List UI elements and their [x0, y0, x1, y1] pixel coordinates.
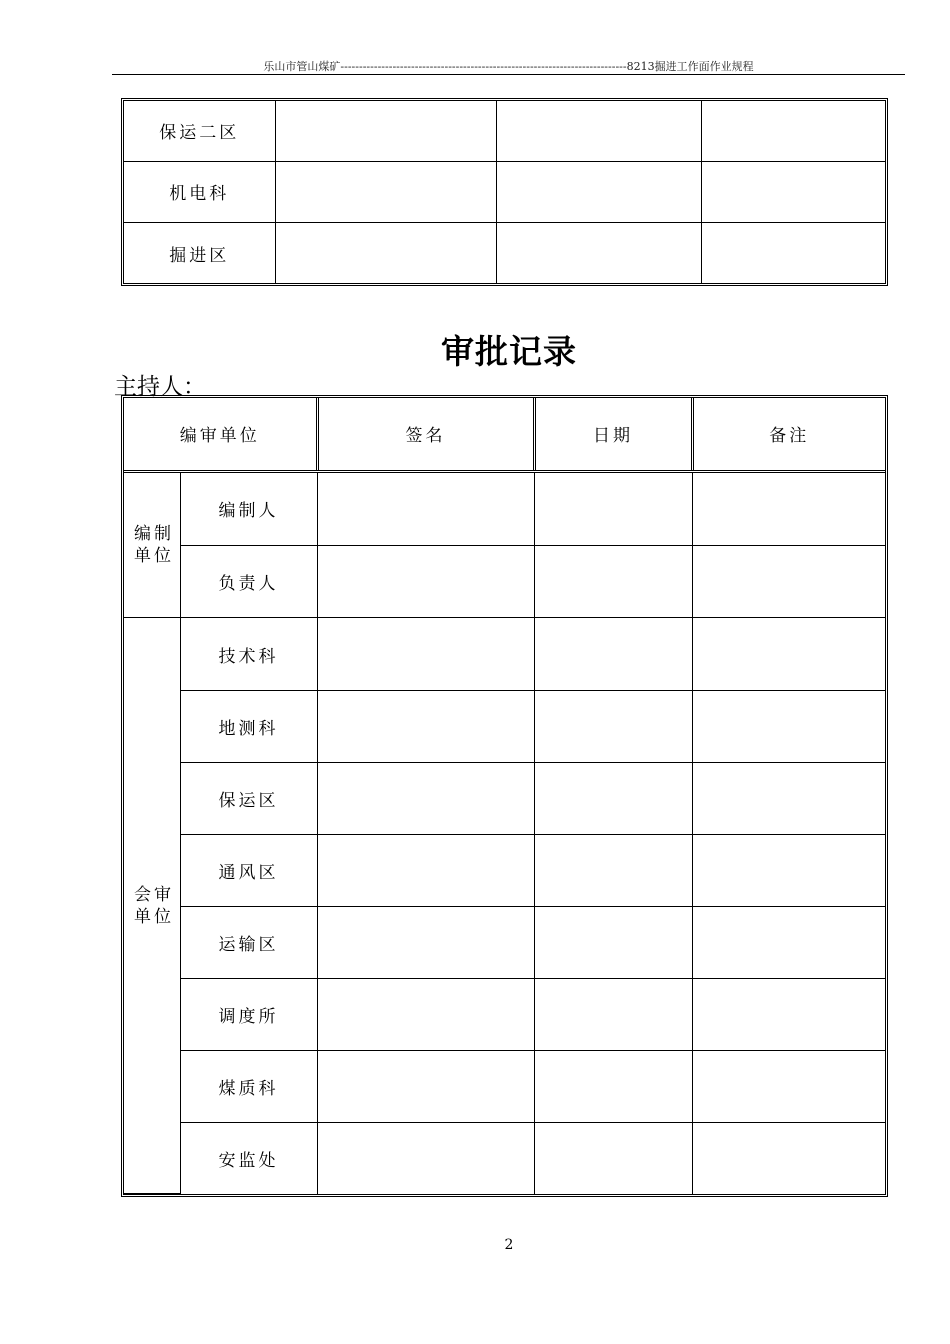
role-cell: 地测科: [180, 690, 317, 762]
signature-cell[interactable]: [317, 834, 534, 906]
role-cell: 编制人: [180, 471, 317, 546]
role-cell: 通风区: [180, 834, 317, 906]
signature-cell[interactable]: [317, 546, 534, 618]
role-cell: 负责人: [180, 546, 317, 618]
date-cell[interactable]: [534, 1123, 692, 1194]
column-header: 签名: [317, 398, 534, 471]
unit-cell: 机电科: [124, 161, 275, 222]
remark-cell[interactable]: [692, 1051, 885, 1123]
header-rule: [112, 74, 905, 75]
remark-cell[interactable]: [692, 979, 885, 1051]
unit-cell: 保运二区: [124, 101, 275, 161]
table-row: [124, 834, 885, 906]
remark-cell[interactable]: [701, 101, 885, 161]
signature-cell[interactable]: [317, 1123, 534, 1194]
signature-cell[interactable]: [275, 223, 496, 283]
remark-cell[interactable]: [692, 618, 885, 690]
date-cell[interactable]: [534, 834, 692, 906]
remark-cell[interactable]: [692, 690, 885, 762]
table-row: [124, 546, 885, 618]
remark-cell[interactable]: [692, 762, 885, 834]
date-cell[interactable]: [534, 762, 692, 834]
remark-cell[interactable]: [692, 1123, 885, 1194]
signature-cell[interactable]: [317, 979, 534, 1051]
table-row: [124, 906, 885, 978]
unit-cell: 掘进区: [124, 223, 275, 283]
signature-cell[interactable]: [317, 762, 534, 834]
role-cell: 安监处: [180, 1123, 317, 1194]
table-row: [124, 161, 885, 222]
table-header-row: [124, 398, 885, 471]
date-cell[interactable]: [496, 101, 701, 161]
date-cell[interactable]: [534, 906, 692, 978]
date-cell[interactable]: [534, 690, 692, 762]
remark-cell[interactable]: [692, 834, 885, 906]
page-number: 2: [504, 1237, 514, 1253]
remark-cell[interactable]: [701, 161, 885, 222]
table-row: [124, 1123, 885, 1194]
remark-cell[interactable]: [692, 906, 885, 978]
date-cell[interactable]: [496, 223, 701, 283]
signature-cell[interactable]: [275, 161, 496, 222]
column-header: 日期: [534, 398, 692, 471]
signature-cell[interactable]: [317, 618, 534, 690]
remark-cell[interactable]: [701, 223, 885, 283]
date-cell[interactable]: [534, 618, 692, 690]
role-cell: 煤质科: [180, 1051, 317, 1123]
role-cell: 运输区: [180, 906, 317, 978]
continuation-table: [121, 98, 888, 286]
column-header: 编审单位: [124, 398, 317, 471]
table-row: [124, 979, 885, 1051]
signature-cell[interactable]: [275, 101, 496, 161]
approval-table: [121, 395, 888, 1197]
date-cell[interactable]: [534, 471, 692, 546]
page-title: 审批记录: [441, 332, 577, 371]
table-row: [124, 1051, 885, 1123]
remark-cell[interactable]: [692, 471, 885, 546]
host-label: 主持人：: [114, 374, 206, 400]
date-cell[interactable]: [534, 1051, 692, 1123]
table-row: [124, 101, 885, 161]
date-cell[interactable]: [496, 161, 701, 222]
column-header: 备注: [692, 398, 885, 471]
signature-cell[interactable]: [317, 1051, 534, 1123]
signature-cell[interactable]: [317, 471, 534, 546]
role-cell: 调度所: [180, 979, 317, 1051]
page-header: 乐山市管山煤矿-----------------------------------------------------------------------------8213掘进工作面作业规程: [263, 60, 754, 73]
date-cell[interactable]: [534, 979, 692, 1051]
table-row: [124, 762, 885, 834]
table-row: [124, 690, 885, 762]
group-label: 编制 单位: [124, 471, 180, 618]
role-cell: 技术科: [180, 618, 317, 690]
remark-cell[interactable]: [692, 546, 885, 618]
table-row: [124, 471, 885, 546]
group-label: 会审 单位: [124, 618, 180, 1194]
table-row: [124, 223, 885, 283]
signature-cell[interactable]: [317, 906, 534, 978]
table-row: [124, 618, 885, 690]
signature-cell[interactable]: [317, 690, 534, 762]
date-cell[interactable]: [534, 546, 692, 618]
role-cell: 保运区: [180, 762, 317, 834]
